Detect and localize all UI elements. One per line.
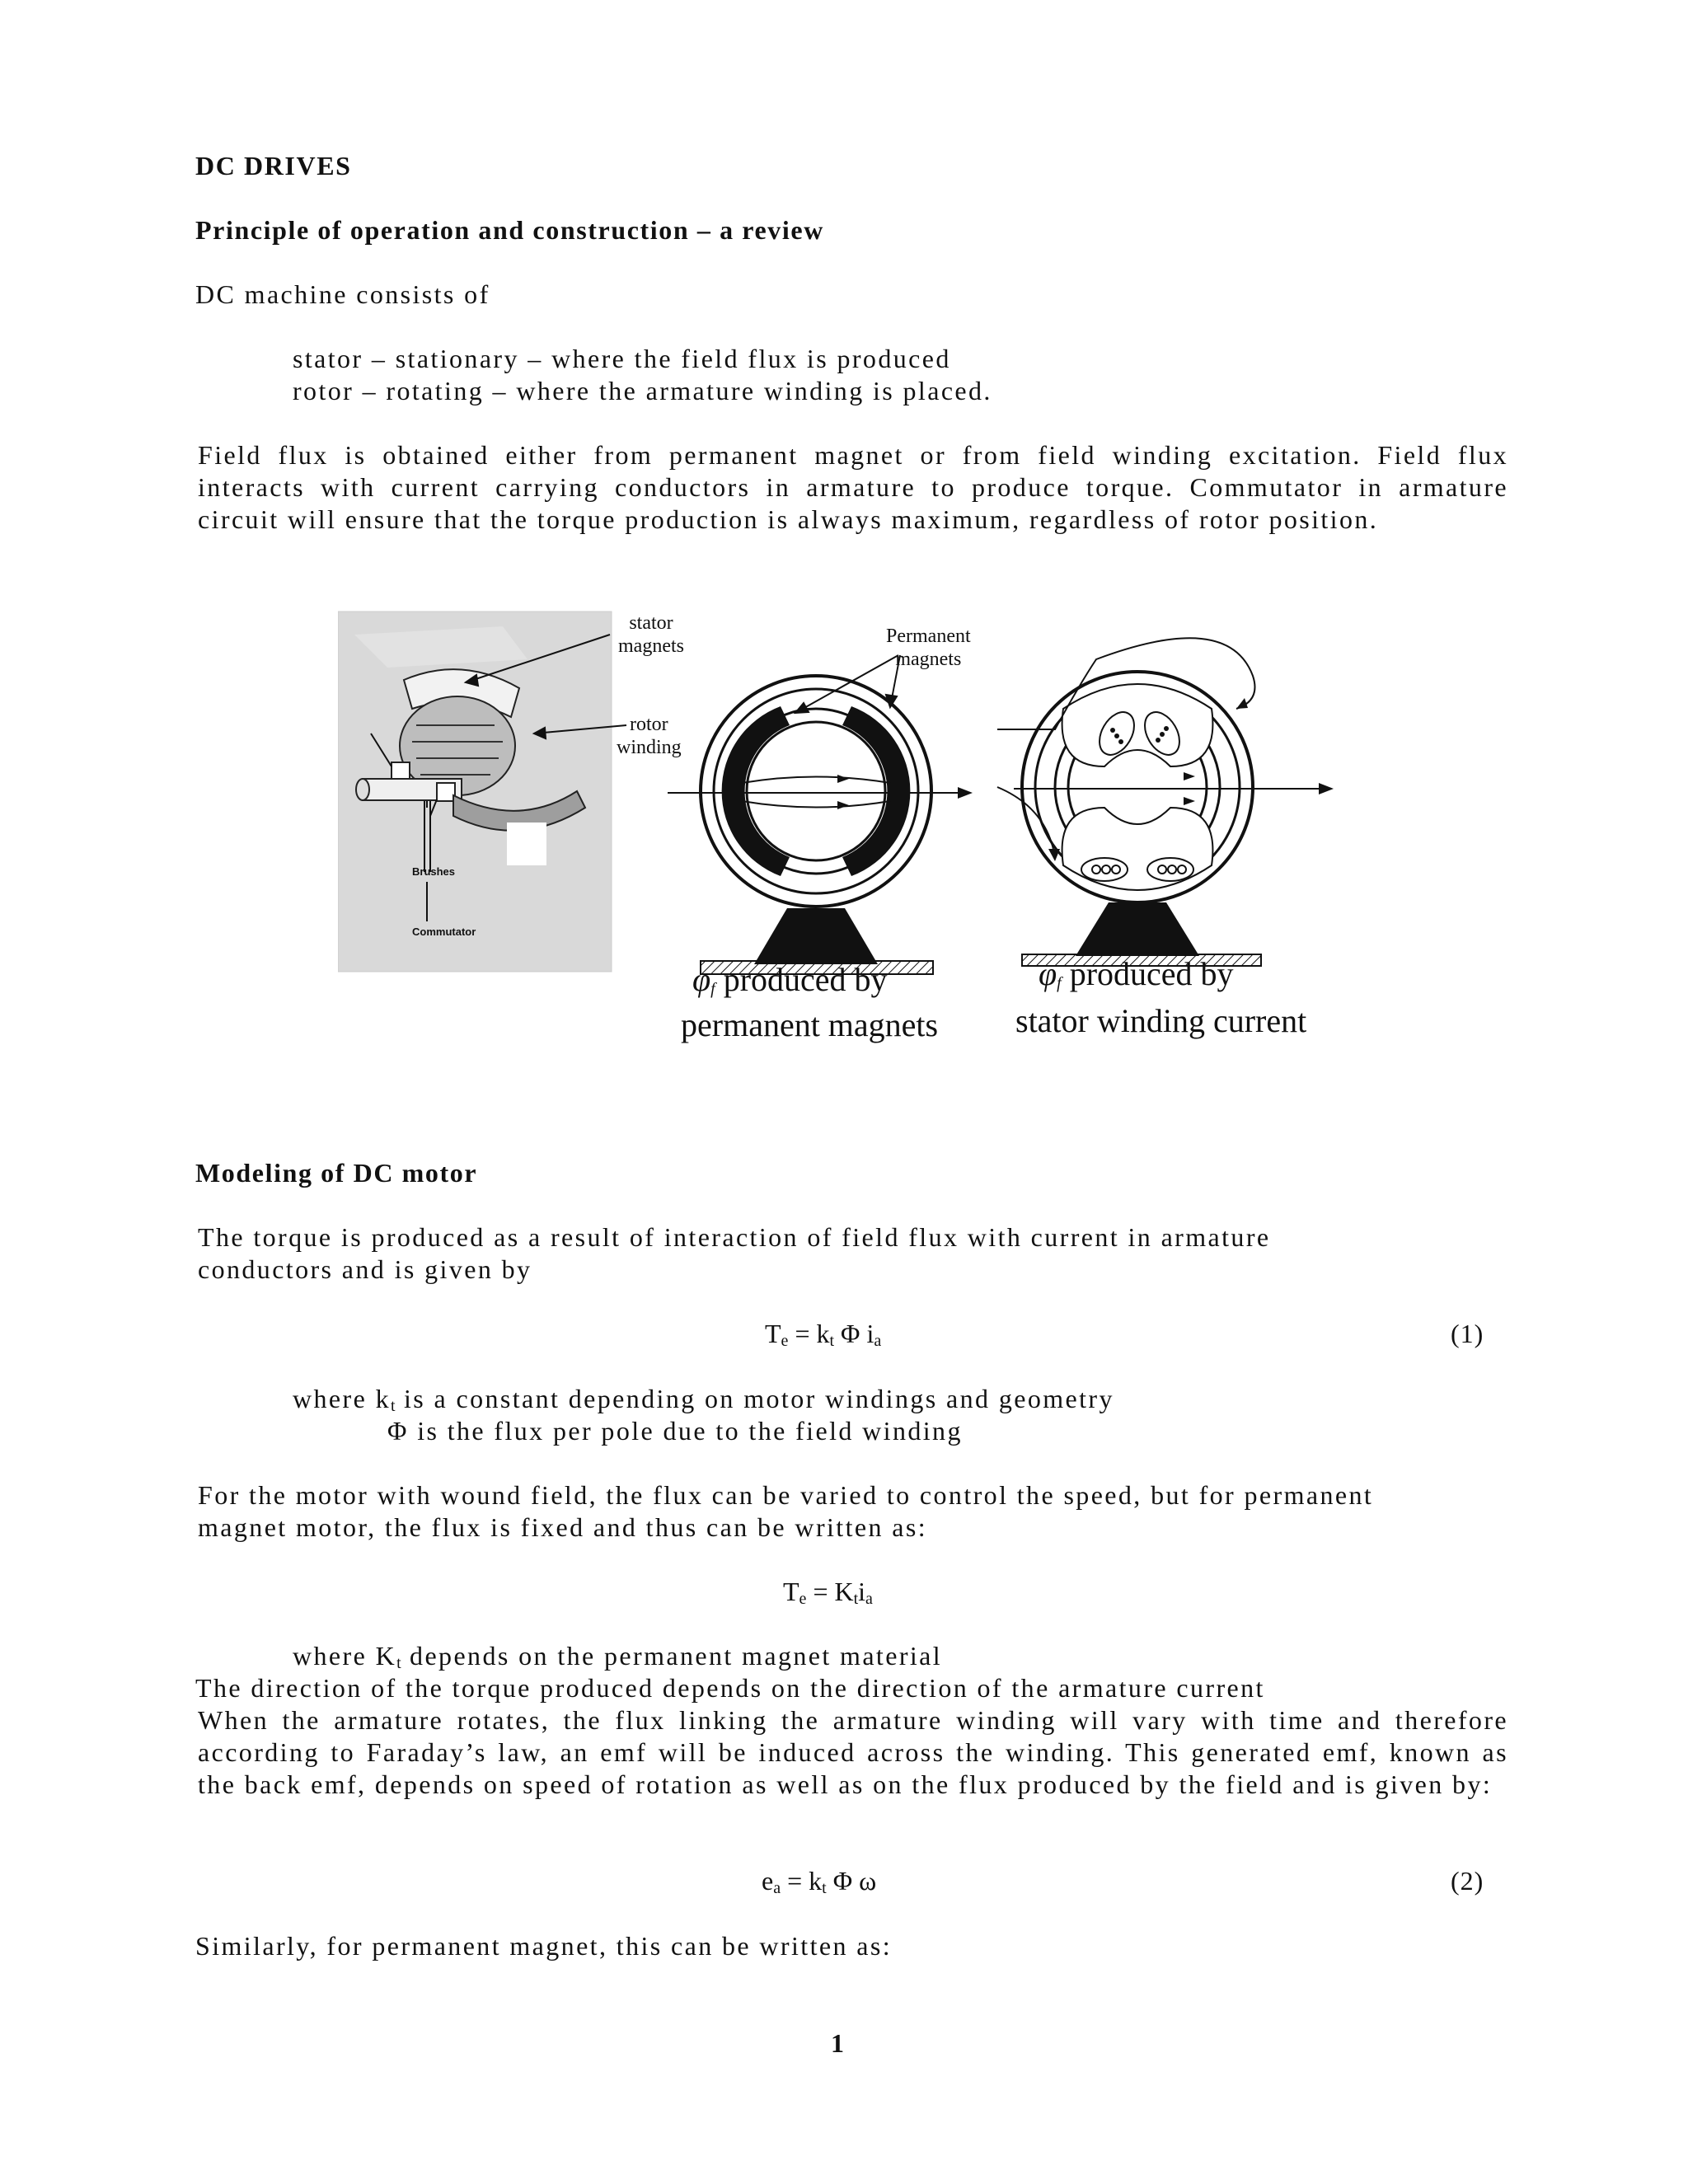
- document-heading: DC DRIVES: [195, 151, 352, 180]
- where1-text: is a constant depending on motor windings and geometry: [395, 1384, 1114, 1413]
- equation-1-number: (1): [1451, 1319, 1484, 1348]
- eq2-mid-sub: t: [822, 1879, 827, 1897]
- paragraph-torque: The torque is produced as a result of interaction of field flux with current in armature conductors and is given by: [198, 1222, 1271, 1285]
- page-number: 1: [831, 2028, 846, 2058]
- eq2-lhs: e: [762, 1866, 774, 1896]
- caption-left-line1: produced by: [715, 961, 888, 998]
- caption-left-symbol: φ: [692, 961, 711, 998]
- label-brushes: Brushes: [412, 865, 456, 878]
- stator-line: stator – stationary – where the field flux is produced: [293, 344, 951, 373]
- label-rotor-winding: rotor winding: [617, 714, 682, 758]
- eqpm-lhs: T: [783, 1577, 799, 1606]
- eq1-rhs: Φ i: [834, 1319, 874, 1348]
- line-direction: The direction of the torque produced depends on the direction of the armature current: [195, 1673, 1265, 1703]
- caption-left-sub: f: [710, 980, 715, 998]
- paragraph-wound-field: For the motor with wound field, the flux can be varied to control the speed, but for permanent magnet motor, the flux is fixed and thus can be written as:: [198, 1480, 1374, 1543]
- line-similarly: Similarly, for permanent magnet, this can be written as:: [195, 1931, 893, 1961]
- where3-prefix: where K: [293, 1641, 397, 1671]
- pm-motor-diagram: [668, 676, 973, 974]
- caption-right-line1: produced by: [1061, 955, 1234, 992]
- paragraph-field-flux: Field flux is obtained either from permanent magnet or from field winding excitation. Field flux interacts with current carrying conductors in armature to produce torque. Commutator in armature circuit will ensure that the torque production is always maximum, regardless of rotor position.: [198, 440, 1508, 535]
- caption-right-sub: f: [1057, 974, 1062, 992]
- where3-text: depends on the permanent magnet material: [401, 1641, 943, 1671]
- eq2-lhs-sub: a: [773, 1879, 781, 1897]
- figure-dc-motor: [338, 610, 1360, 1071]
- where3-sub: t: [396, 1654, 401, 1672]
- caption-right: [1039, 954, 1234, 993]
- where-phi: Φ is the flux per pole due to the field winding: [387, 1416, 963, 1446]
- equation-1: [765, 1319, 881, 1351]
- motor-photo: [338, 612, 612, 972]
- caption-right-line2: stator winding current: [1015, 1002, 1307, 1039]
- eq2-mid: = k: [781, 1866, 823, 1896]
- eqpm-lhs-sub: e: [799, 1590, 807, 1608]
- rotor-line: rotor – rotating – where the armature winding is placed.: [293, 376, 992, 405]
- eqpm-mid: = K: [806, 1577, 854, 1606]
- where1-sub: t: [390, 1397, 396, 1415]
- eq1-rhs-sub: a: [874, 1332, 882, 1350]
- label-stator-magnets: stator magnets: [618, 612, 684, 657]
- section-heading: Principle of operation and construction – a review: [195, 215, 824, 245]
- eqpm-rhs-sub: a: [865, 1590, 873, 1608]
- equation-2-number: (2): [1451, 1866, 1484, 1896]
- paragraph-back-emf: When the armature rotates, the flux linking the armature winding will vary with time and therefore according to Faraday’s law, an emf will be induced across the winding. This generated emf, known as the back emf, depends on speed of rotation as well as on the flux produced by the field and is given by:: [198, 1705, 1508, 1800]
- modeling-heading: Modeling of DC motor: [195, 1158, 478, 1188]
- eq1-lhs: T: [765, 1319, 781, 1348]
- eq1-lhs-sub: e: [781, 1332, 789, 1350]
- label-permanent-magnets: Permanent magnets: [886, 626, 971, 670]
- equation-pm: [783, 1577, 873, 1609]
- equation-2: [762, 1866, 876, 1898]
- eq2-rhs: Φ ω: [826, 1866, 877, 1896]
- caption-right-symbol: φ: [1039, 955, 1057, 992]
- caption-left-line2: permanent magnets: [681, 1006, 939, 1043]
- caption-left: [692, 960, 888, 999]
- eqpm-rhs: i: [858, 1577, 866, 1606]
- eq1-mid: = k: [788, 1319, 830, 1348]
- eqpm-mid-sub: t: [853, 1590, 859, 1608]
- wound-motor-diagram: [997, 638, 1334, 966]
- intro-text: DC machine consists of: [195, 279, 490, 309]
- where1-prefix: where k: [293, 1384, 391, 1413]
- label-commutator: Commutator: [412, 926, 476, 938]
- eq1-mid-sub: t: [829, 1332, 835, 1350]
